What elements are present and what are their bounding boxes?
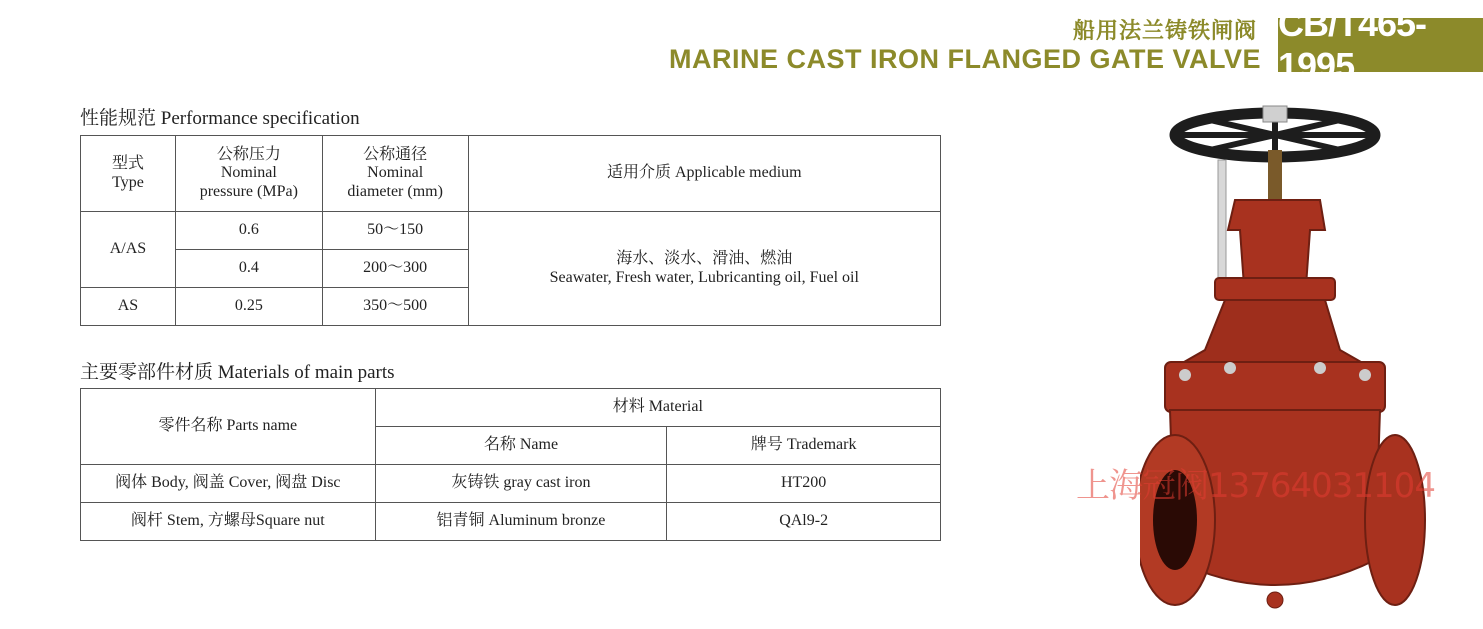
pressure-header-en1: Nominal (220, 164, 277, 182)
part-cell: 阀体 Body, 阀盖 Cover, 阀盘 Disc (81, 465, 376, 503)
part-cell: 阀杆 Stem, 方螺母Square nut (81, 503, 376, 541)
diameter-cell: 350～500 (322, 288, 468, 326)
watermark-text: 上海冠阀13764031104 (1076, 466, 1435, 506)
diameter-cell: 200～300 (322, 250, 468, 288)
diameter-header-cn: 公称通径 (363, 145, 428, 163)
type-header (81, 136, 176, 212)
valve-bonnet (1170, 300, 1375, 370)
materials-table (80, 388, 941, 541)
title-en: MARINE CAST IRON FLANGED GATE VALVE (668, 44, 1261, 74)
type-cell: AS (81, 288, 176, 326)
parts-name-header: 零件名称 Parts name (81, 389, 376, 465)
material-name-cell: 铝青铜 Aluminum bronze (375, 503, 667, 541)
trademark-cell: HT200 (667, 465, 941, 503)
table-row (81, 465, 941, 503)
diameter-cell: 50～150 (322, 212, 468, 250)
performance-table (80, 135, 941, 326)
medium-en: Seawater, Fresh water, Lubricanting oil, Fuel oil (549, 268, 859, 286)
performance-header-row (81, 136, 941, 212)
table-row (81, 212, 941, 250)
pressure-cell: 0.4 (175, 250, 322, 288)
medium-cn: 海水、淡水、滑油、燃油 (616, 250, 793, 268)
pressure-cell: 0.6 (175, 212, 322, 250)
standard-badge: CB/T465-1995 (1278, 18, 1483, 72)
pressure-cell: 0.25 (175, 288, 322, 326)
trademark-cell: QAl9-2 (667, 503, 941, 541)
material-header: 材料 Material (375, 389, 940, 427)
pressure-header-en2: pressure (MPa) (199, 182, 298, 200)
type-header-cn: 型式 (111, 155, 144, 173)
diameter-header-en1: Nominal (367, 164, 424, 182)
medium-header: 适用介质 Applicable medium (468, 136, 940, 212)
medium-cell (468, 212, 940, 326)
gate-valve-image (1140, 100, 1470, 620)
name-header: 名称 Name (375, 427, 667, 465)
pressure-header-cn: 公称压力 (216, 145, 281, 163)
type-header-en: Type (112, 173, 144, 191)
trademark-header: 牌号 Trademark (667, 427, 941, 465)
type-cell: A/AS (81, 212, 176, 288)
materials-section-title: 主要零部件材质 Materials of main parts (80, 362, 395, 383)
diameter-header (322, 136, 468, 212)
table-row (81, 503, 941, 541)
pressure-header (175, 136, 322, 212)
materials-header-row (81, 389, 941, 427)
title-cn: 船用法兰铸铁闸阀 (1072, 19, 1257, 44)
diameter-header-en2: diameter (mm) (347, 182, 443, 200)
performance-section-title: 性能规范 Performance specification (80, 108, 360, 129)
material-name-cell: 灰铸铁 gray cast iron (375, 465, 667, 503)
